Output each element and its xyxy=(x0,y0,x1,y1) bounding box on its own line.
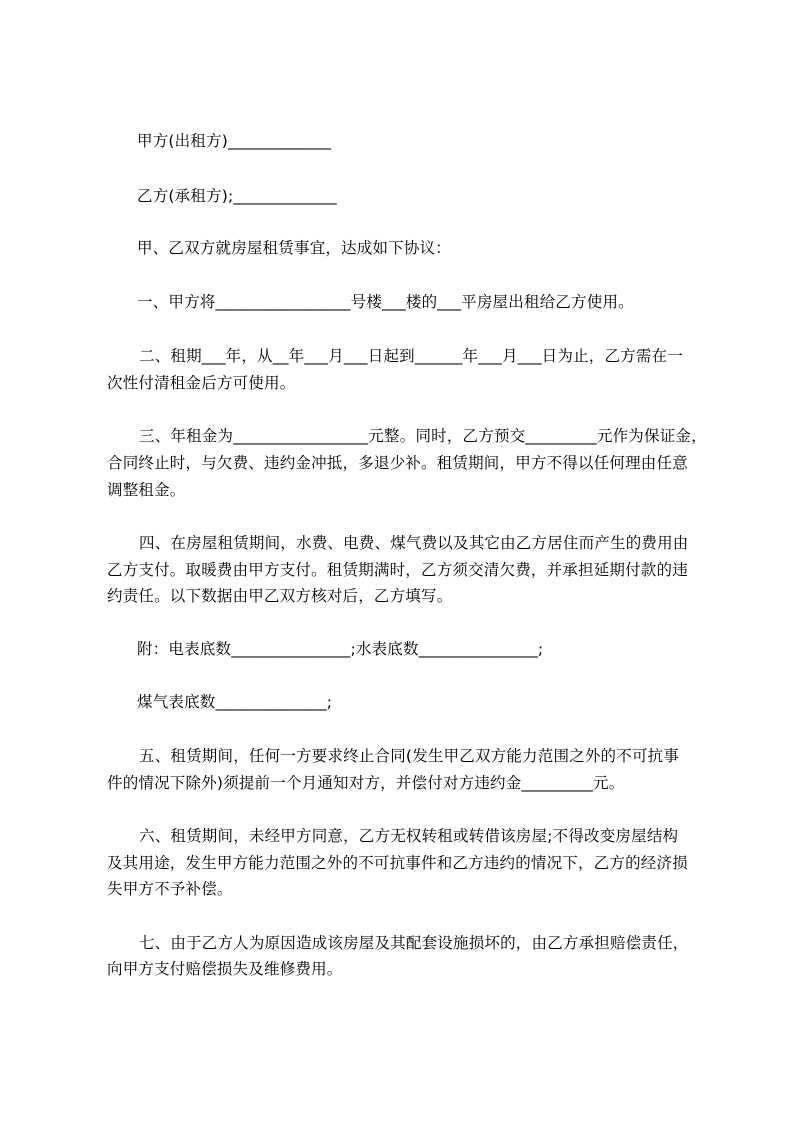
clause-7-line-1: 七、由于乙方人为原因造成该房屋及其配套设施损坏的，由乙方承担赔偿责任， xyxy=(139,934,689,952)
clause-1-line-1: 一、甲方将_________________号楼___楼的___平房屋出租给乙方使用。 xyxy=(137,293,634,311)
clause-3-line-2: 合同终止时，与欠费、违约金冲抵，多退少补。租赁期间，甲方不得以任何理由任意 xyxy=(107,454,688,472)
clause-6-line-1: 六、租赁期间，未经甲方同意，乙方无权转租或转借该房屋;不得改变房屋结构 xyxy=(139,827,679,845)
clause-5-line-2: 件的情况下除外)须提前一个月通知对方，并偿付对方违约金_________元。 xyxy=(107,774,625,792)
clause-3-line-1: 三、年租金为_________________元整。同时，乙方预交_________元作为保证金， xyxy=(139,427,707,445)
clause-4-line-3: 约责任。以下数据由甲乙双方核对后，乙方填写。 xyxy=(107,587,453,605)
party-a-line: 甲方(出租方)_____________ xyxy=(137,132,332,150)
clause-3-line-3: 调整租金。 xyxy=(107,481,186,499)
gas-meter-line: 煤气表底数______________; xyxy=(137,693,333,711)
clause-2-line-1: 二、租期___年，从__年___月___日起到______年___月___日为止，乙方需在一 xyxy=(139,347,683,365)
clause-5-line-1: 五、租赁期间，任何一方要求终止合同(发生甲乙双方能力范围之外的不可抗事 xyxy=(139,747,680,765)
party-b-line: 乙方(承租方);_____________ xyxy=(137,187,337,205)
clause-4-line-1: 四、在房屋租赁期间，水费、电费、煤气费以及其它由乙方居住而产生的费用由 xyxy=(139,534,689,552)
meter-readings-line: 附：电表底数_______________;水表底数_______________; xyxy=(137,640,544,658)
intro-line: 甲、乙双方就房屋租赁事宜，达成如下协议： xyxy=(137,239,452,257)
clause-7-line-2: 向甲方支付赔偿损失及维修费用。 xyxy=(107,960,343,978)
clause-6-line-2: 及其用途，发生甲方能力范围之外的不可抗事件和乙方违约的情况下，乙方的经济损 xyxy=(107,854,688,872)
clause-6-line-3: 失甲方不予补偿。 xyxy=(107,880,233,898)
clause-2-line-2: 次性付清租金后方可使用。 xyxy=(107,374,296,392)
clause-4-line-2: 乙方支付。取暖费由甲方支付。租赁期满时，乙方须交清欠费，并承担延期付款的违 xyxy=(107,561,688,579)
